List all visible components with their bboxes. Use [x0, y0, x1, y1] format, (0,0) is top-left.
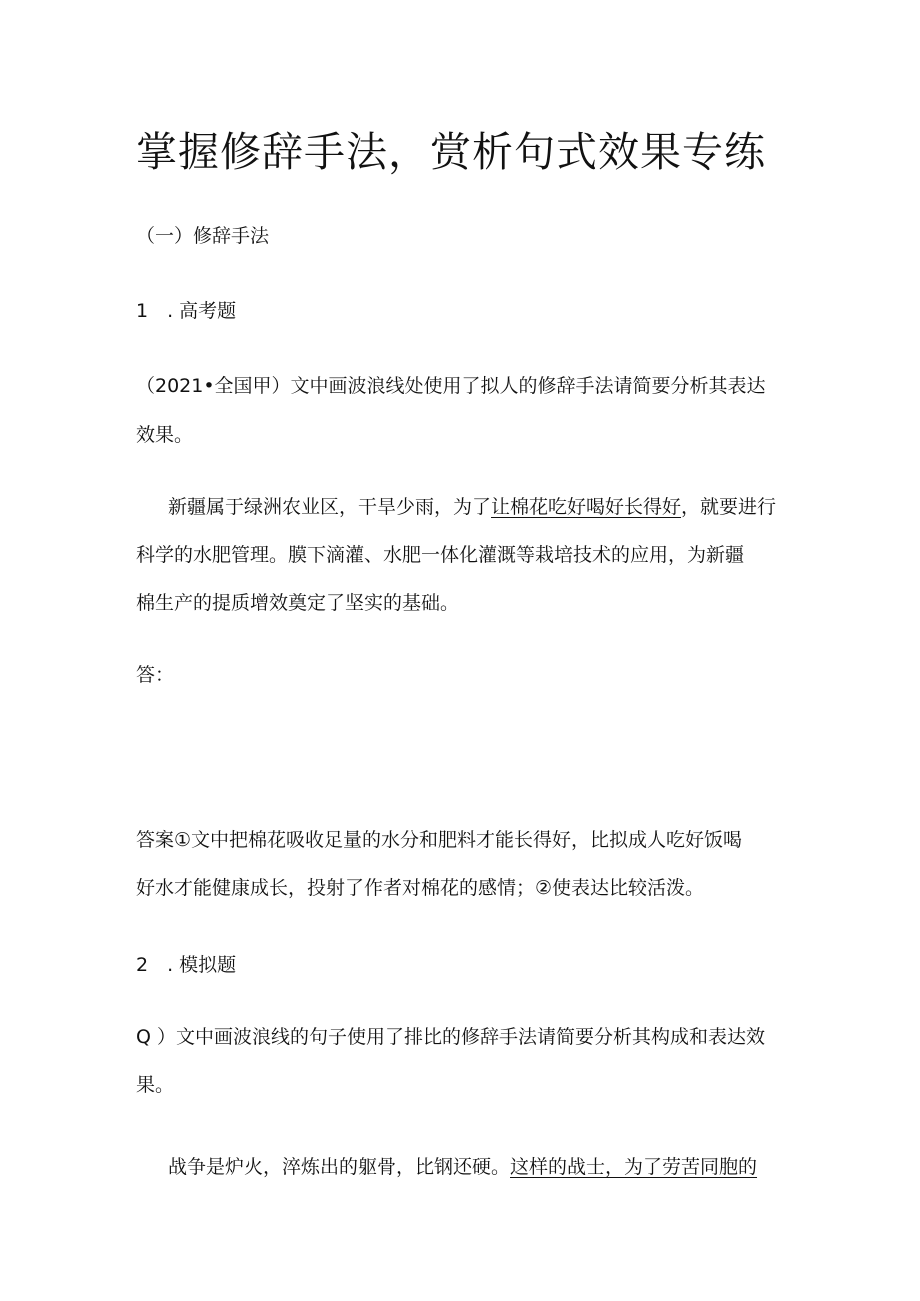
question-1-passage-line-1: [168, 493, 828, 521]
passage-text: 新疆属于绿洲农业区，干旱少雨，为了: [168, 496, 492, 518]
passage-text: 战争是炉火，淬炼出的躯骨，比钢还硬。: [168, 1156, 511, 1178]
answer-key-line-2: 好水才能健康成长，投射了作者对棉花的感情；②使表达比较活泼。: [136, 877, 705, 899]
document-title: 掌握修辞手法，赏析句式效果专练: [136, 128, 766, 176]
question-1-heading: 1 . 高考题: [136, 300, 237, 322]
question-2-prompt-line-2: 果。: [136, 1074, 175, 1096]
answer-label: 答：: [136, 664, 175, 686]
question-2-heading: 2 . 模拟题: [136, 954, 237, 976]
wavy-underlined-phrase: 让棉花吃好喝好长得好: [491, 496, 682, 518]
question-1-passage-line-2: 科学的水肥管理。膜下滴灌、水肥一体化灌溉等栽培技术的应用，为新疆: [136, 544, 745, 566]
answer-key-line-1: 答案①文中把棉花吸收足量的水分和肥料才能长得好，比拟成人吃好饭喝: [136, 829, 743, 851]
question-2-passage-line-1: [168, 1153, 828, 1181]
section-heading: （一）修辞手法: [136, 225, 270, 247]
question-2-prompt-line-1: Q ）文中画波浪线的句子使用了排比的修辞手法请简要分析其构成和表达效: [136, 1026, 765, 1048]
question-1-prompt-line-1: （2021•全国甲）文中画波浪线处使用了拟人的修辞手法请简要分析其表达: [136, 375, 766, 397]
question-1-passage-line-3: 棉生产的提质增效奠定了坚实的基础。: [136, 592, 460, 614]
wavy-underlined-phrase: 这样的战士，为了劳苦同胞的: [510, 1156, 758, 1178]
passage-text: ，就要进行: [681, 496, 777, 518]
question-1-prompt-line-2: 效果。: [136, 424, 194, 446]
